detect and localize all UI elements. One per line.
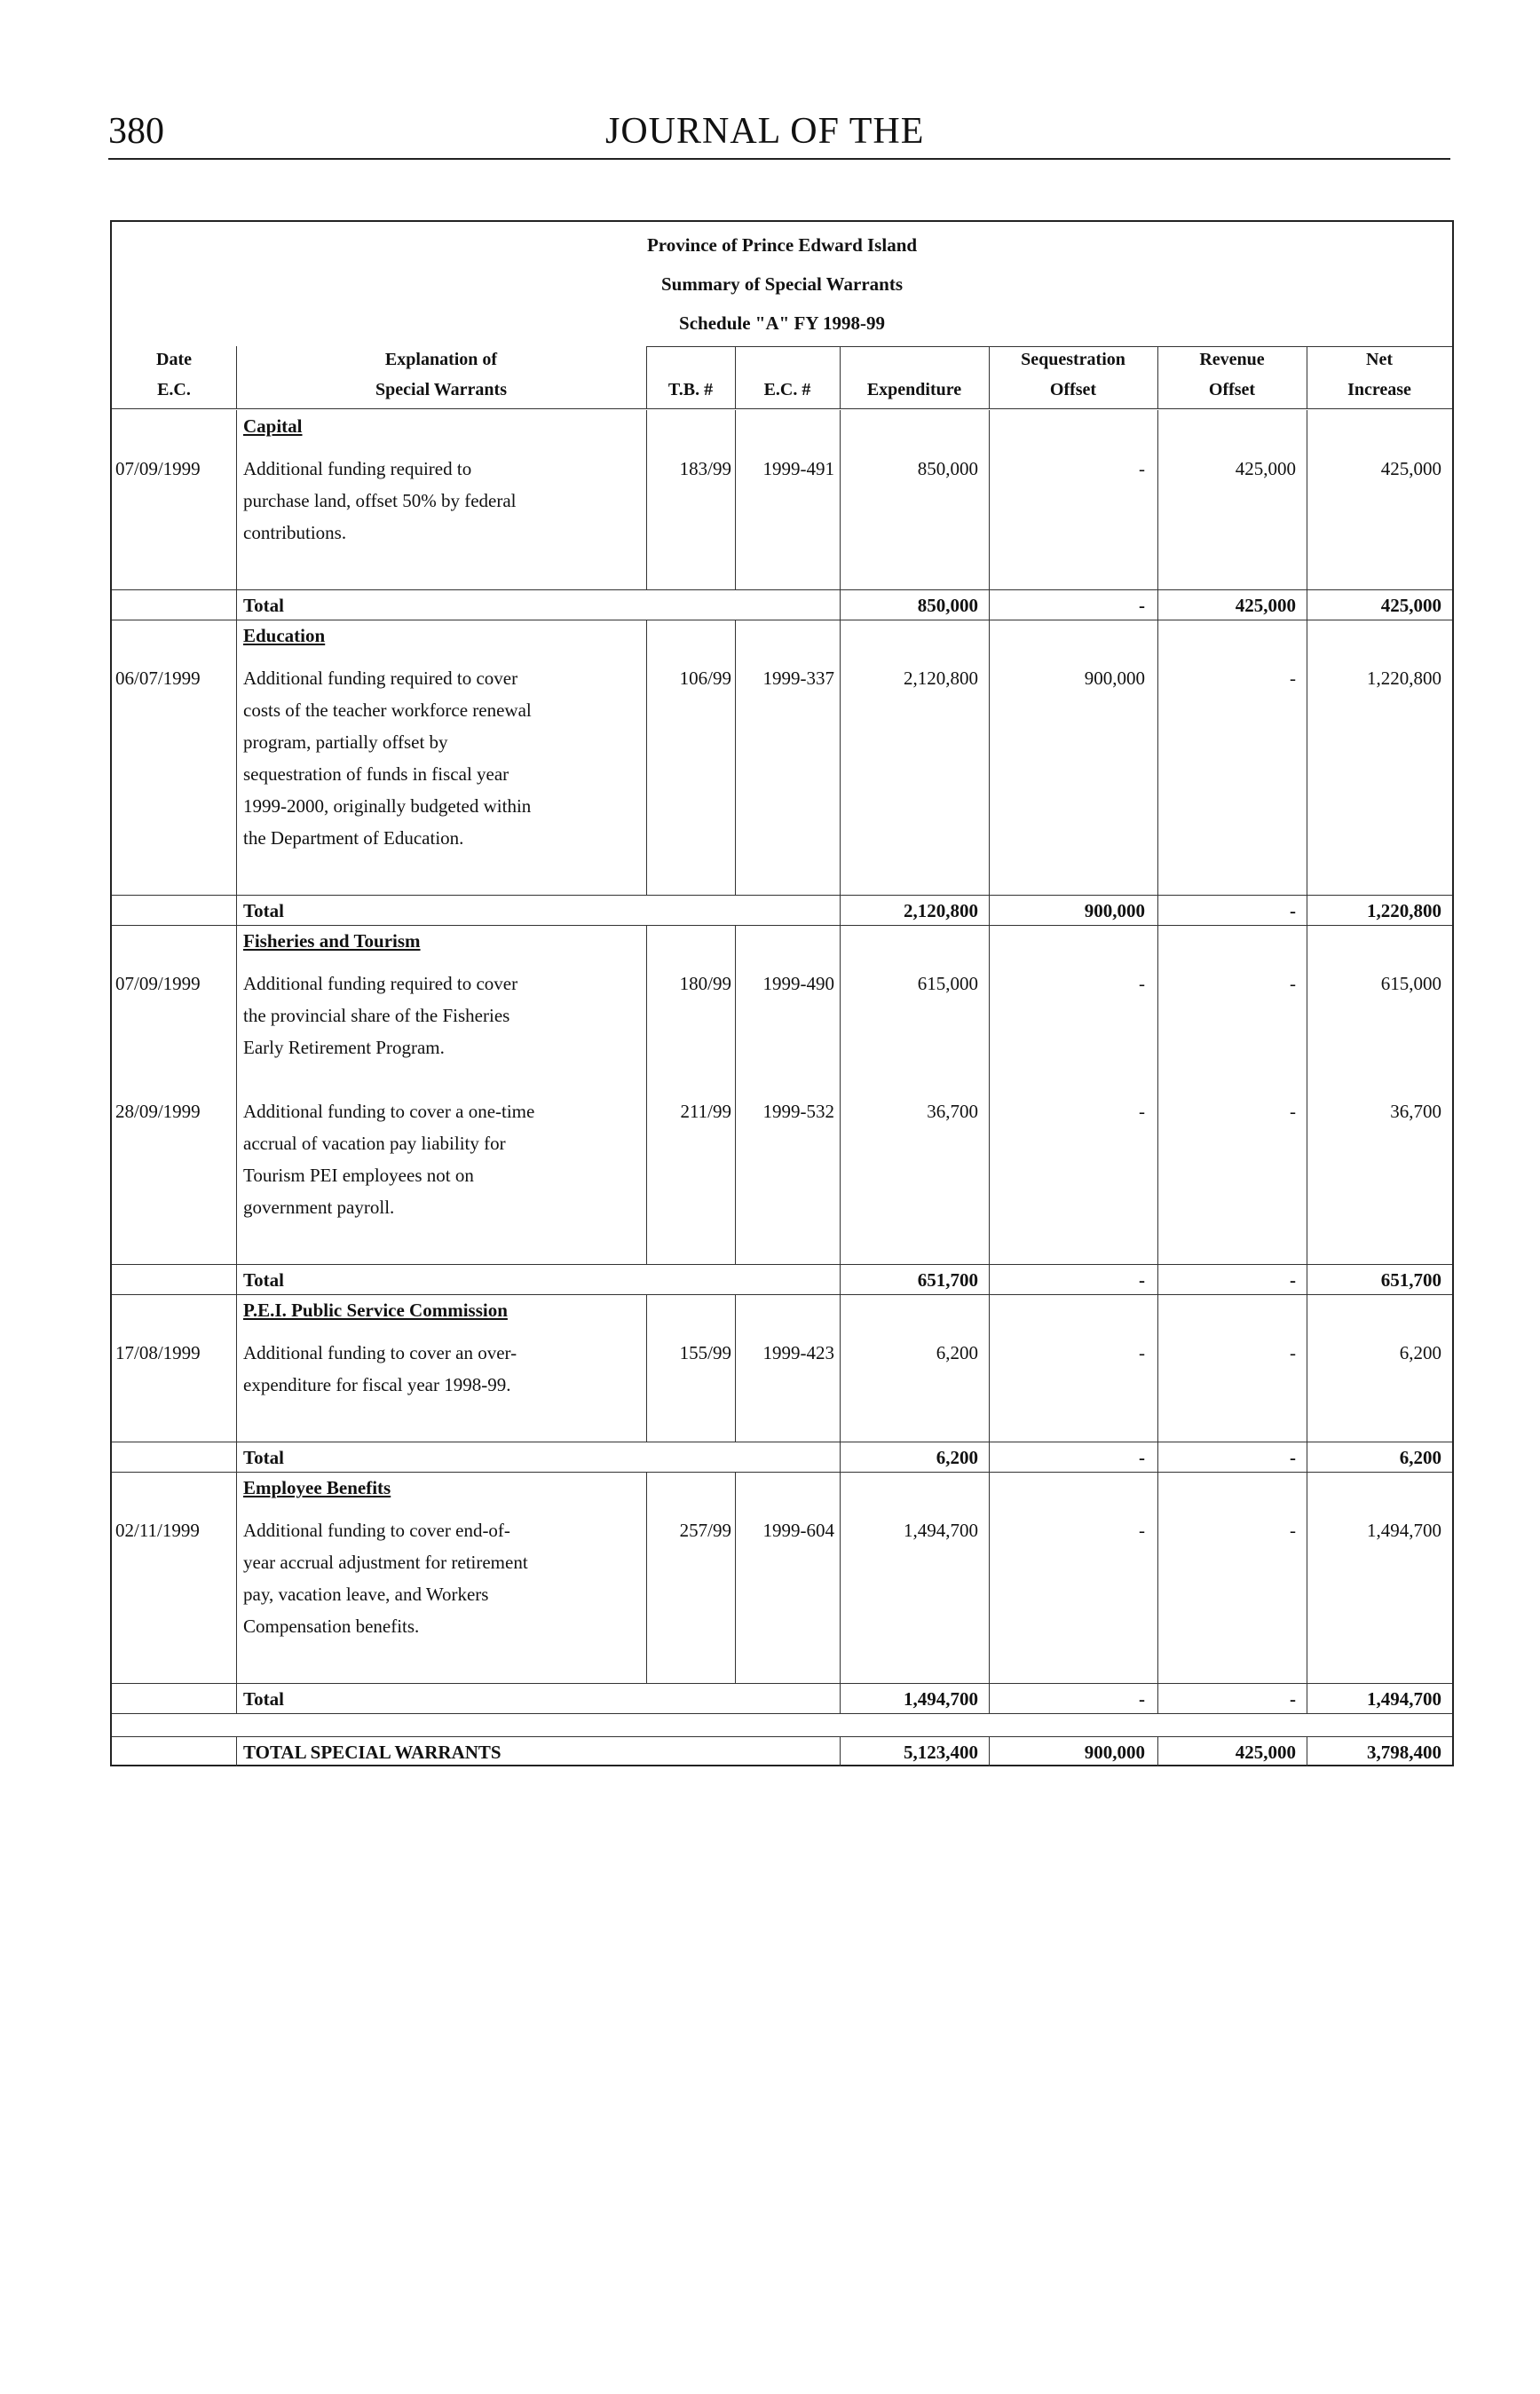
column-divider xyxy=(989,410,990,589)
column-divider xyxy=(236,1442,237,1472)
entry-revenue: - xyxy=(1290,1101,1296,1122)
column-divider xyxy=(989,1264,990,1294)
entry-net: 615,000 xyxy=(1380,973,1441,994)
column-divider xyxy=(840,1442,841,1472)
entry-explanation-line: Additional funding required to xyxy=(243,458,472,479)
column-divider xyxy=(236,895,237,925)
column-divider xyxy=(646,346,647,408)
entry-net: 425,000 xyxy=(1380,458,1441,479)
entry-sequestration: - xyxy=(1139,458,1145,479)
header-sequestration-offset: Sequestration Offset xyxy=(1021,350,1125,399)
total-net: 1,220,800 xyxy=(1367,900,1441,921)
total-revenue: - xyxy=(1290,900,1296,921)
column-divider xyxy=(989,1442,990,1472)
column-divider xyxy=(1157,895,1158,925)
column-divider xyxy=(989,895,990,925)
entry-tb: 106/99 xyxy=(679,668,731,689)
special-warrants-table xyxy=(110,220,1454,1766)
total-revenue: 425,000 xyxy=(1235,595,1296,616)
grand-total-sequestration: 900,000 xyxy=(1084,1742,1145,1763)
total-label: Total xyxy=(243,1269,284,1291)
section-title: Employee Benefits xyxy=(243,1477,391,1498)
column-divider xyxy=(646,1472,647,1683)
entry-expenditure: 1,494,700 xyxy=(904,1520,978,1541)
column-divider xyxy=(236,1736,237,1766)
grand-total-label: TOTAL SPECIAL WARRANTS xyxy=(243,1742,501,1763)
entry-explanation-line: Early Retirement Program. xyxy=(243,1037,445,1058)
entry-date: 02/11/1999 xyxy=(115,1520,200,1541)
total-revenue: - xyxy=(1290,1269,1296,1291)
entry-explanation-line: purchase land, offset 50% by federal xyxy=(243,490,517,511)
total-sequestration: - xyxy=(1139,1269,1145,1291)
header-net-increase: Net Increase xyxy=(1347,350,1411,399)
column-divider xyxy=(989,620,990,895)
total-revenue: - xyxy=(1290,1688,1296,1710)
column-divider xyxy=(735,1472,736,1683)
column-divider xyxy=(840,895,841,925)
entry-explanation-line: year accrual adjustment for retirement xyxy=(243,1552,528,1573)
entry-net: 1,494,700 xyxy=(1367,1520,1441,1541)
entry-net: 36,700 xyxy=(1390,1101,1441,1122)
entry-expenditure: 850,000 xyxy=(917,458,978,479)
section-title: Capital xyxy=(243,415,303,437)
column-divider xyxy=(646,620,647,895)
entry-date: 06/07/1999 xyxy=(115,668,201,689)
column-divider xyxy=(840,410,841,589)
total-sequestration: - xyxy=(1139,1447,1145,1468)
column-divider xyxy=(989,1294,990,1442)
column-divider xyxy=(735,1294,736,1442)
entry-explanation-line: sequestration of funds in fiscal year xyxy=(243,763,509,785)
section-title: P.E.I. Public Service Commission xyxy=(243,1300,508,1321)
column-divider xyxy=(1157,925,1158,1264)
entry-explanation-line: accrual of vacation pay liability for xyxy=(243,1133,506,1154)
total-expenditure: 6,200 xyxy=(936,1447,978,1468)
column-divider xyxy=(840,620,841,895)
entry-explanation-line: Additional funding to cover a one-time xyxy=(243,1101,535,1122)
schedule-title-summary: Summary of Special Warrants xyxy=(660,273,904,295)
page-header xyxy=(108,105,1450,160)
grand-total-expenditure: 5,123,400 xyxy=(904,1742,978,1763)
column-divider xyxy=(1157,1294,1158,1442)
header-date: Date E.C. xyxy=(156,350,192,399)
page-number: 380 xyxy=(108,111,164,152)
entry-sequestration: - xyxy=(1139,1101,1145,1122)
entry-explanation-line: Additional funding required to cover xyxy=(243,973,518,994)
total-revenue: - xyxy=(1290,1447,1296,1468)
entry-sequestration: 900,000 xyxy=(1084,668,1145,689)
column-divider xyxy=(989,925,990,1264)
total-sequestration: - xyxy=(1139,1688,1145,1710)
column-divider xyxy=(1157,1736,1158,1766)
row-divider xyxy=(112,408,1452,409)
entry-revenue: - xyxy=(1290,1342,1296,1363)
total-sequestration: 900,000 xyxy=(1084,900,1145,921)
column-divider xyxy=(646,925,647,1264)
entry-revenue: - xyxy=(1290,1520,1296,1541)
entry-ec: 1999-604 xyxy=(762,1520,834,1541)
entry-expenditure: 615,000 xyxy=(917,973,978,994)
total-expenditure: 2,120,800 xyxy=(904,900,978,921)
entry-net: 6,200 xyxy=(1399,1342,1441,1363)
column-divider xyxy=(840,1264,841,1294)
column-divider xyxy=(236,589,237,620)
column-divider xyxy=(236,1294,237,1442)
entry-sequestration: - xyxy=(1139,1342,1145,1363)
column-divider xyxy=(840,925,841,1264)
entry-revenue: - xyxy=(1290,973,1296,994)
total-label: Total xyxy=(243,1447,284,1468)
entry-ec: 1999-337 xyxy=(762,668,834,689)
entry-net: 1,220,800 xyxy=(1367,668,1441,689)
header-expenditure: Expenditure xyxy=(866,380,962,399)
total-expenditure: 651,700 xyxy=(917,1269,978,1291)
column-divider xyxy=(646,410,647,589)
column-divider xyxy=(840,589,841,620)
total-net: 651,700 xyxy=(1380,1269,1441,1291)
entry-date: 17/08/1999 xyxy=(115,1342,201,1363)
entry-expenditure: 36,700 xyxy=(927,1101,978,1122)
entry-explanation-line: Additional funding required to cover xyxy=(243,668,518,689)
column-divider xyxy=(1157,1264,1158,1294)
header-ec: E.C. # xyxy=(763,380,811,399)
column-divider xyxy=(1157,620,1158,895)
entry-ec: 1999-423 xyxy=(762,1342,834,1363)
column-divider xyxy=(236,925,237,1264)
column-divider xyxy=(236,1264,237,1294)
header-explanation: Explanation of Special Warrants xyxy=(375,350,507,399)
column-divider xyxy=(735,410,736,589)
entry-explanation-line: Tourism PEI employees not on xyxy=(243,1165,474,1186)
grand-total-net: 3,798,400 xyxy=(1367,1742,1441,1763)
total-net: 425,000 xyxy=(1380,595,1441,616)
column-divider xyxy=(1157,410,1158,589)
section-title: Fisheries and Tourism xyxy=(243,930,421,952)
column-divider xyxy=(1157,1472,1158,1683)
column-divider xyxy=(236,410,237,589)
entry-explanation-line: 1999-2000, originally budgeted within xyxy=(243,795,532,817)
entry-tb: 183/99 xyxy=(679,458,731,479)
entry-ec: 1999-491 xyxy=(762,458,834,479)
column-divider xyxy=(1157,1683,1158,1713)
entry-date: 07/09/1999 xyxy=(115,458,201,479)
column-divider xyxy=(236,1472,237,1683)
column-divider xyxy=(989,1683,990,1713)
total-sequestration: - xyxy=(1139,595,1145,616)
schedule-title-fiscal-year: Schedule "A" FY 1998-99 xyxy=(679,312,885,334)
total-label: Total xyxy=(243,1688,284,1710)
column-divider xyxy=(236,1683,237,1713)
entry-sequestration: - xyxy=(1139,1520,1145,1541)
entry-tb: 180/99 xyxy=(679,973,731,994)
column-divider xyxy=(646,1294,647,1442)
total-expenditure: 1,494,700 xyxy=(904,1688,978,1710)
entry-explanation-line: costs of the teacher workforce renewal xyxy=(243,699,532,721)
column-divider xyxy=(1157,589,1158,620)
column-divider xyxy=(840,1683,841,1713)
journal-title: JOURNAL OF THE xyxy=(605,111,925,152)
entry-explanation-line: the provincial share of the Fisheries xyxy=(243,1005,510,1026)
section-title: Education xyxy=(243,625,326,646)
entry-explanation-line: the Department of Education. xyxy=(243,827,464,849)
header-tb: T.B. # xyxy=(667,380,714,399)
total-net: 1,494,700 xyxy=(1367,1688,1441,1710)
entry-revenue: - xyxy=(1290,668,1296,689)
entry-ec: 1999-532 xyxy=(762,1101,834,1122)
column-divider xyxy=(840,1472,841,1683)
column-divider xyxy=(236,346,237,408)
column-divider xyxy=(840,1736,841,1766)
entry-date: 28/09/1999 xyxy=(115,1101,201,1122)
schedule-title-province: Province of Prince Edward Island xyxy=(646,234,918,256)
entry-ec: 1999-490 xyxy=(762,973,834,994)
column-divider xyxy=(989,346,990,408)
entry-explanation-line: Compensation benefits. xyxy=(243,1616,420,1637)
entry-explanation-line: contributions. xyxy=(243,522,347,543)
row-divider xyxy=(646,346,1452,347)
entry-explanation-line: government payroll. xyxy=(243,1197,395,1218)
column-divider xyxy=(1157,1442,1158,1472)
total-label: Total xyxy=(243,595,284,616)
column-divider xyxy=(236,620,237,895)
entry-expenditure: 6,200 xyxy=(936,1342,978,1363)
entry-date: 07/09/1999 xyxy=(115,973,201,994)
entry-revenue: 425,000 xyxy=(1235,458,1296,479)
entry-explanation-line: pay, vacation leave, and Workers xyxy=(243,1584,489,1605)
total-net: 6,200 xyxy=(1399,1447,1441,1468)
column-divider xyxy=(735,346,736,408)
column-divider xyxy=(989,1736,990,1766)
entry-explanation-line: expenditure for fiscal year 1998-99. xyxy=(243,1374,511,1395)
entry-explanation-line: program, partially offset by xyxy=(243,731,448,753)
grand-total-revenue: 425,000 xyxy=(1235,1742,1296,1763)
column-divider xyxy=(989,1472,990,1683)
total-expenditure: 850,000 xyxy=(917,595,978,616)
entry-explanation-line: Additional funding to cover an over- xyxy=(243,1342,517,1363)
entry-sequestration: - xyxy=(1139,973,1145,994)
column-divider xyxy=(989,589,990,620)
column-divider xyxy=(735,620,736,895)
entry-explanation-line: Additional funding to cover end-of- xyxy=(243,1520,510,1541)
row-divider xyxy=(112,1713,1452,1714)
column-divider xyxy=(735,925,736,1264)
header-revenue-offset: Revenue Offset xyxy=(1199,350,1265,399)
entry-tb: 211/99 xyxy=(680,1101,731,1122)
entry-tb: 155/99 xyxy=(679,1342,731,1363)
column-divider xyxy=(840,1294,841,1442)
total-label: Total xyxy=(243,900,284,921)
entry-expenditure: 2,120,800 xyxy=(904,668,978,689)
entry-tb: 257/99 xyxy=(679,1520,731,1541)
column-divider xyxy=(840,346,841,408)
column-divider xyxy=(1157,346,1158,408)
